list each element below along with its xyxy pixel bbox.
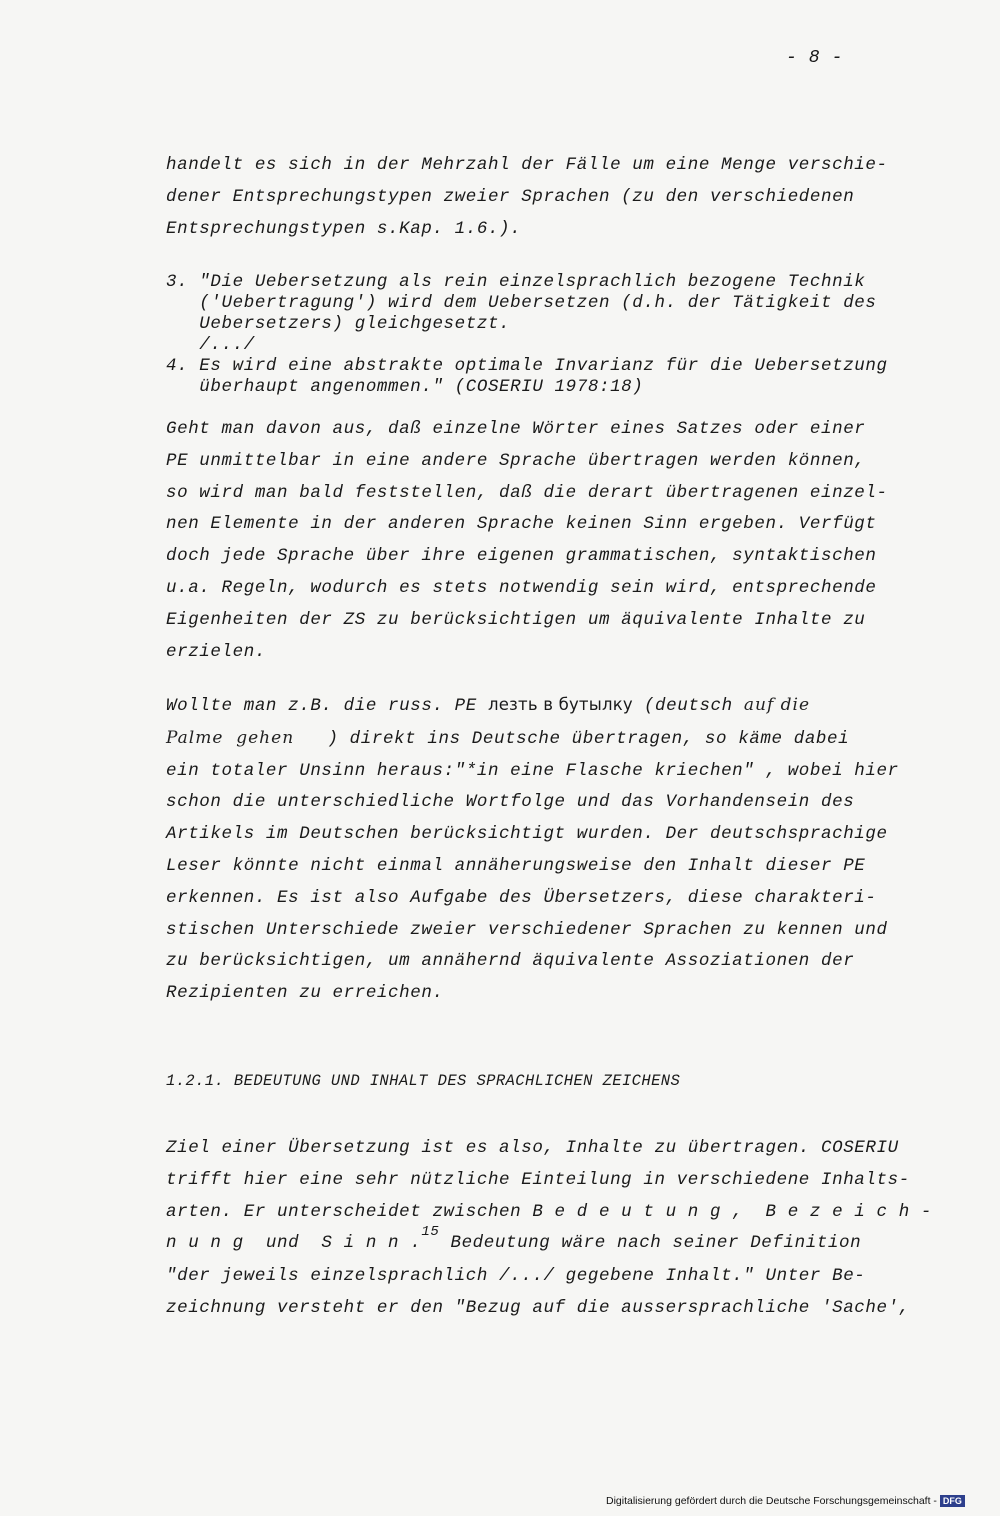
digitization-footer bbox=[606, 1495, 965, 1507]
text-line: zeichnung versteht er den "Bezug auf die aussersprachliche 'Sache', bbox=[166, 1297, 910, 1318]
text-line: zu berücksichtigen, um annähernd äquivalente Assoziationen der bbox=[166, 951, 855, 972]
text-line: "der jeweils einzelsprachlich /.../ gegebene Inhalt." Unter Be- bbox=[166, 1266, 866, 1287]
section-heading: 1.2.1. BEDEUTUNG UND INHALT DES SPRACHLICHEN ZEICHENS bbox=[166, 1072, 681, 1090]
text-line: handelt es sich in der Mehrzahl der Fälle um eine Menge verschie- bbox=[166, 155, 888, 175]
text-line bbox=[166, 723, 866, 756]
page-number: - 8 - bbox=[786, 48, 844, 68]
text-line: so wird man bald feststellen, daß die derart übertragenen einzel- bbox=[166, 482, 888, 503]
text-run: n u n g und S i n n . bbox=[166, 1233, 422, 1254]
text-line: stischen Unterschiede zweier verschiedener Sprachen zu kennen und bbox=[166, 919, 888, 940]
quote-line: Uebersetzers) gleichgesetzt. bbox=[166, 314, 511, 334]
russian-idiom: лезть в бутылку bbox=[487, 695, 633, 714]
text-line bbox=[166, 1224, 866, 1261]
paragraph-1 bbox=[166, 150, 888, 245]
handwritten-insert: auf die bbox=[743, 695, 811, 715]
text-line: dener Entsprechungstypen zweier Sprachen (zu den verschiedenen bbox=[166, 186, 855, 207]
text-line: arten. Er unterscheidet zwischen B e d e u t u n g , B e z e i c h - bbox=[166, 1201, 933, 1222]
handwritten-insert: Palme gehen bbox=[166, 727, 295, 748]
text-line: nen Elemente in der anderen Sprache keinen Sinn ergeben. Verfügt bbox=[166, 514, 877, 535]
text-line: schon die unterschiedliche Wortfolge und das Vorhandensein des bbox=[166, 792, 855, 813]
text-run: Bedeutung wäre nach seiner Definition bbox=[439, 1233, 862, 1254]
block-quote bbox=[166, 272, 888, 398]
text-line: u.a. Regeln, wodurch es stets notwendig sein wird, entsprechende bbox=[166, 577, 877, 598]
text-line: erkennen. Es ist also Aufgabe des Übersetzers, diese charakteri- bbox=[166, 887, 877, 908]
text-line: ein totaler Unsinn heraus:"*in eine Flasche kriechen" , wobei hier bbox=[166, 760, 899, 781]
text-line: doch jede Sprache über ihre eigenen grammatischen, syntaktischen bbox=[166, 546, 877, 567]
paragraph-4 bbox=[166, 1133, 933, 1325]
text-line: erzielen. bbox=[166, 641, 266, 662]
text-line: Ziel einer Übersetzung ist es also, Inhalte zu übertragen. COSERIU bbox=[166, 1138, 899, 1158]
text-run: Wollte man z.B. die russ. PE bbox=[166, 696, 488, 716]
text-run: (deutsch bbox=[632, 696, 744, 716]
quote-line: überhaupt angenommen." (COSERIU 1978:18) bbox=[166, 377, 644, 397]
footer-text: Digitalisierung gefördert durch die Deutsche Forschungsgemeinschaft - bbox=[606, 1495, 937, 1507]
paragraph-2 bbox=[166, 414, 888, 668]
text-line: PE unmittelbar in eine andere Sprache übertragen werden können, bbox=[166, 450, 866, 471]
text-line: Entsprechungstypen s.Kap. 1.6.). bbox=[166, 218, 522, 239]
text-line: trifft hier eine sehr nützliche Einteilung in verschiedene Inhalts- bbox=[166, 1169, 910, 1190]
text-run: ) direkt ins Deutsche übertragen, so käme dabei bbox=[294, 728, 850, 749]
text-line: Geht man davon aus, daß einzelne Wörter eines Satzes oder einer bbox=[166, 419, 866, 439]
text-line: Rezipienten zu erreichen. bbox=[166, 983, 444, 1004]
quote-line: 3. "Die Uebersetzung als rein einzelsprachlich bezogene Technik bbox=[166, 272, 866, 292]
paragraph-3 bbox=[166, 689, 899, 1010]
text-line bbox=[166, 689, 866, 723]
text-line: Eigenheiten der ZS zu berücksichtigen um äquivalente Inhalte zu bbox=[166, 609, 866, 630]
quote-line: /.../ bbox=[166, 335, 255, 355]
quote-line: 4. Es wird eine abstrakte optimale Invarianz für die Uebersetzung bbox=[166, 356, 888, 376]
text-line: Artikels im Deutschen berücksichtigt wurden. Der deutschsprachige bbox=[166, 824, 888, 845]
text-line: Leser könnte nicht einmal annäherungsweise den Inhalt dieser PE bbox=[166, 855, 866, 876]
footnote-reference: 15 bbox=[421, 1224, 440, 1241]
quote-line: ('Uebertragung') wird dem Uebersetzen (d.h. der Tätigkeit des bbox=[166, 293, 877, 313]
dfg-logo: DFG bbox=[940, 1495, 965, 1507]
